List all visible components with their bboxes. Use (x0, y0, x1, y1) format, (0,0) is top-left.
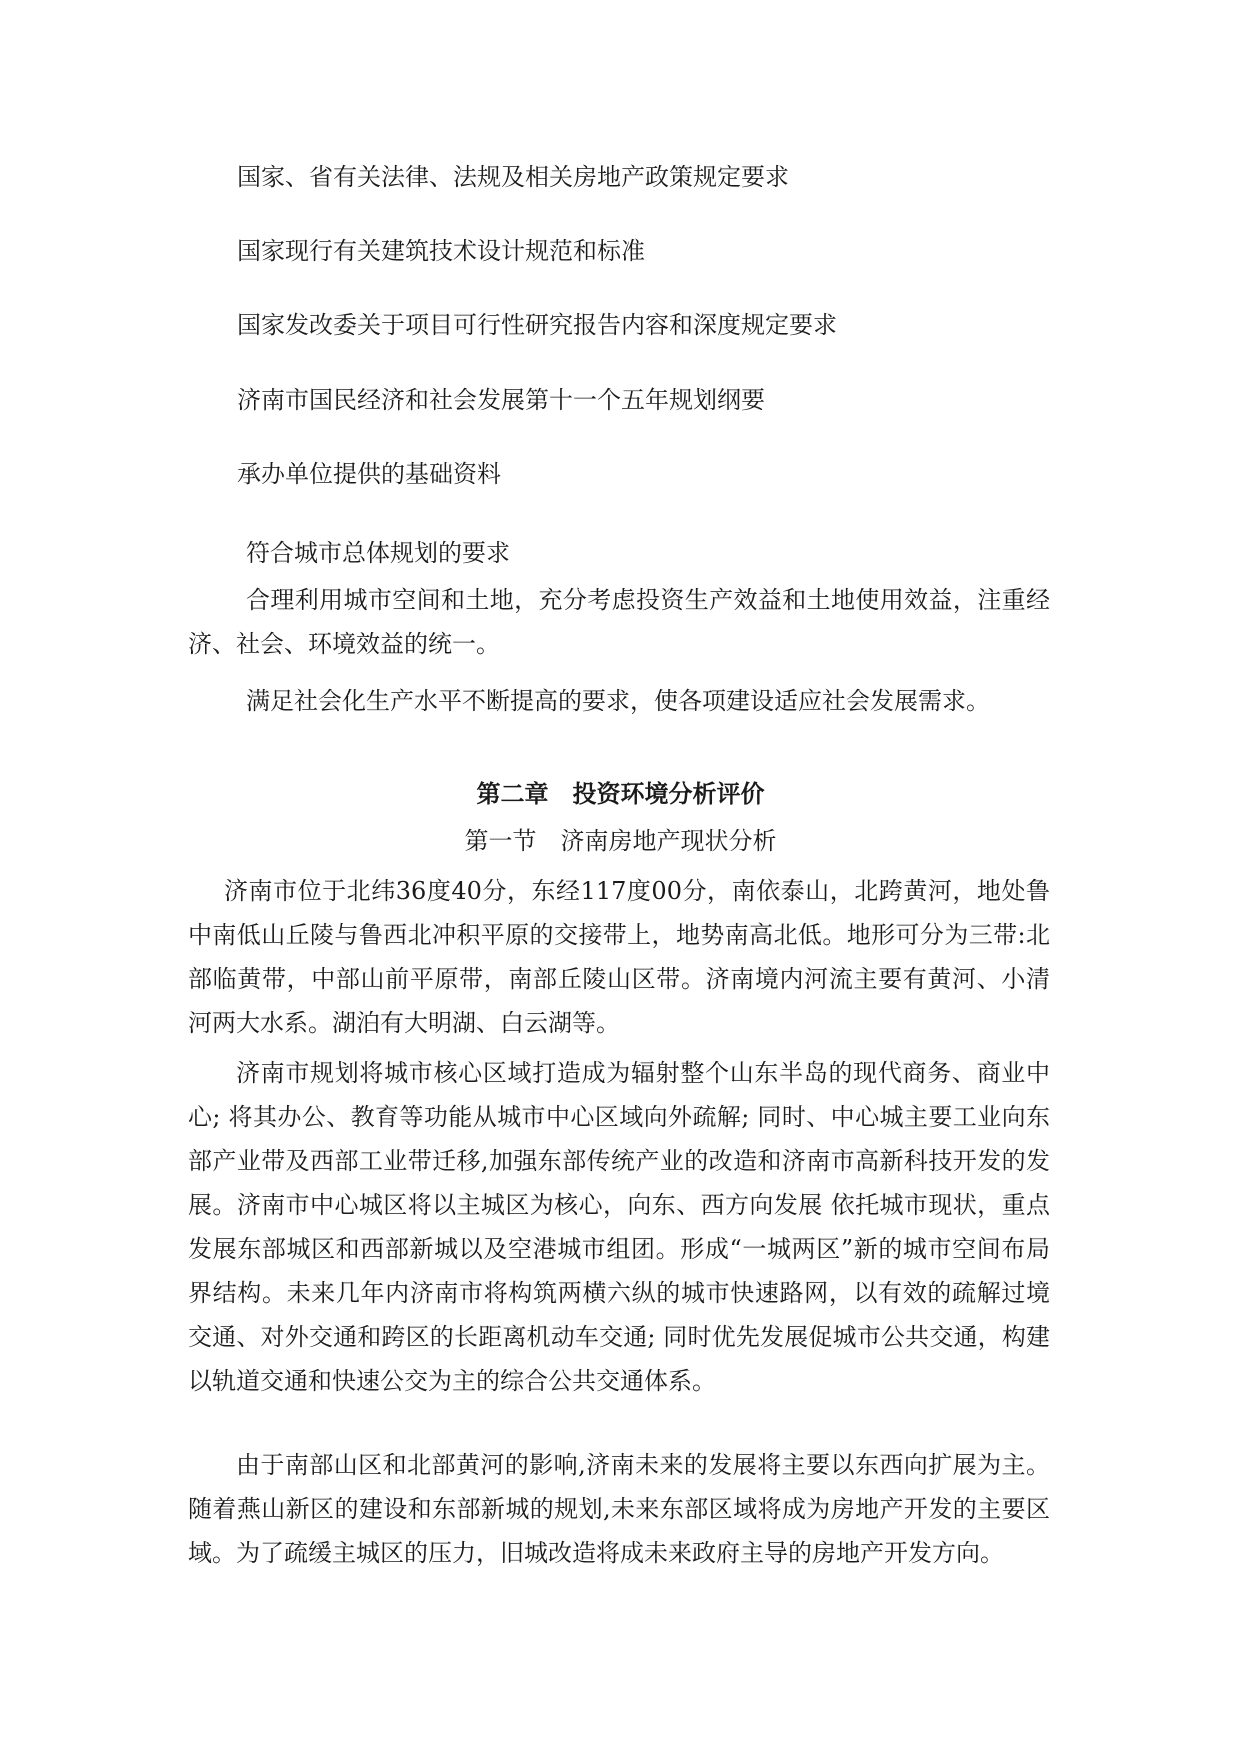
basis-item: 国家、省有关法律、法规及相关房地产政策规定要求 (237, 163, 789, 191)
basis-item: 济南市国民经济和社会发展第十一个五年规划纲要 (237, 386, 765, 414)
chapter-title: 第二章 投资环境分析评价 (476, 779, 765, 808)
principle-item: 合理利用城市空间和土地，充分考虑投资生产效益和土地使用效益，注重经济、社会、环境效益的统一。 (188, 586, 1050, 658)
principle-item: 满足社会化生产水平不断提高的要求，使各项建设适应社会发展需求。 (246, 687, 990, 715)
basis-item: 国家现行有关建筑技术设计规范和标准 (237, 237, 645, 265)
body-paragraph: 由于南部山区和北部黄河的影响,济南未来的发展将主要以东西向扩展为主。随着燕山新区的建设和东部新城的规划,未来东部区域将成为房地产开发的主要区域。为了疏缓主城区的压力，旧城改造将成未来政府主导的房地产开发方向。 (188, 1451, 1050, 1567)
body-paragraph: 济南市规划将城市核心区域打造成为辐射整个山东半岛的现代商务、商业中心; 将其办公、教育等功能从城市中心区域向外疏解; 同时、中心城主要工业向东部产业带及西部工业带迁移,加强东部传统产业的改造和济南市高新科技开发的发展。济南市中心城区将以主城区为核心，向东、西方向发展 依托城市现状，重点发展东部城区和西部新城以及空港城市组团。形成“一城两区”新的城市空间布局界结构。未来几年内济南市将构筑两横六纵的城市快速路网，以有效的疏解过境交通、对外交通和跨区的长距离机动车交通; 同时优先发展促城市公共交通，构建以轨道交通和快速公交为主的综合公共交通体系。 (188, 1059, 1050, 1395)
principle-item: 符合城市总体规划的要求 (246, 539, 510, 567)
section-title: 第一节 济南房地产现状分析 (464, 827, 777, 855)
body-paragraph: 济南市位于北纬36度40分，东经117度00分，南依泰山，北跨黄河，地处鲁中南低山丘陵与鲁西北冲积平原的交接带上，地势南高北低。地形可分为三带:北部临黄带，中部山前平原带，南部丘陵山区带。济南境内河流主要有黄河、小清河两大水系。湖泊有大明湖、白云湖等。 (188, 877, 1050, 1037)
basis-item: 承办单位提供的基础资料 (237, 460, 501, 488)
basis-item: 国家发改委关于项目可行性研究报告内容和深度规定要求 (237, 311, 837, 339)
